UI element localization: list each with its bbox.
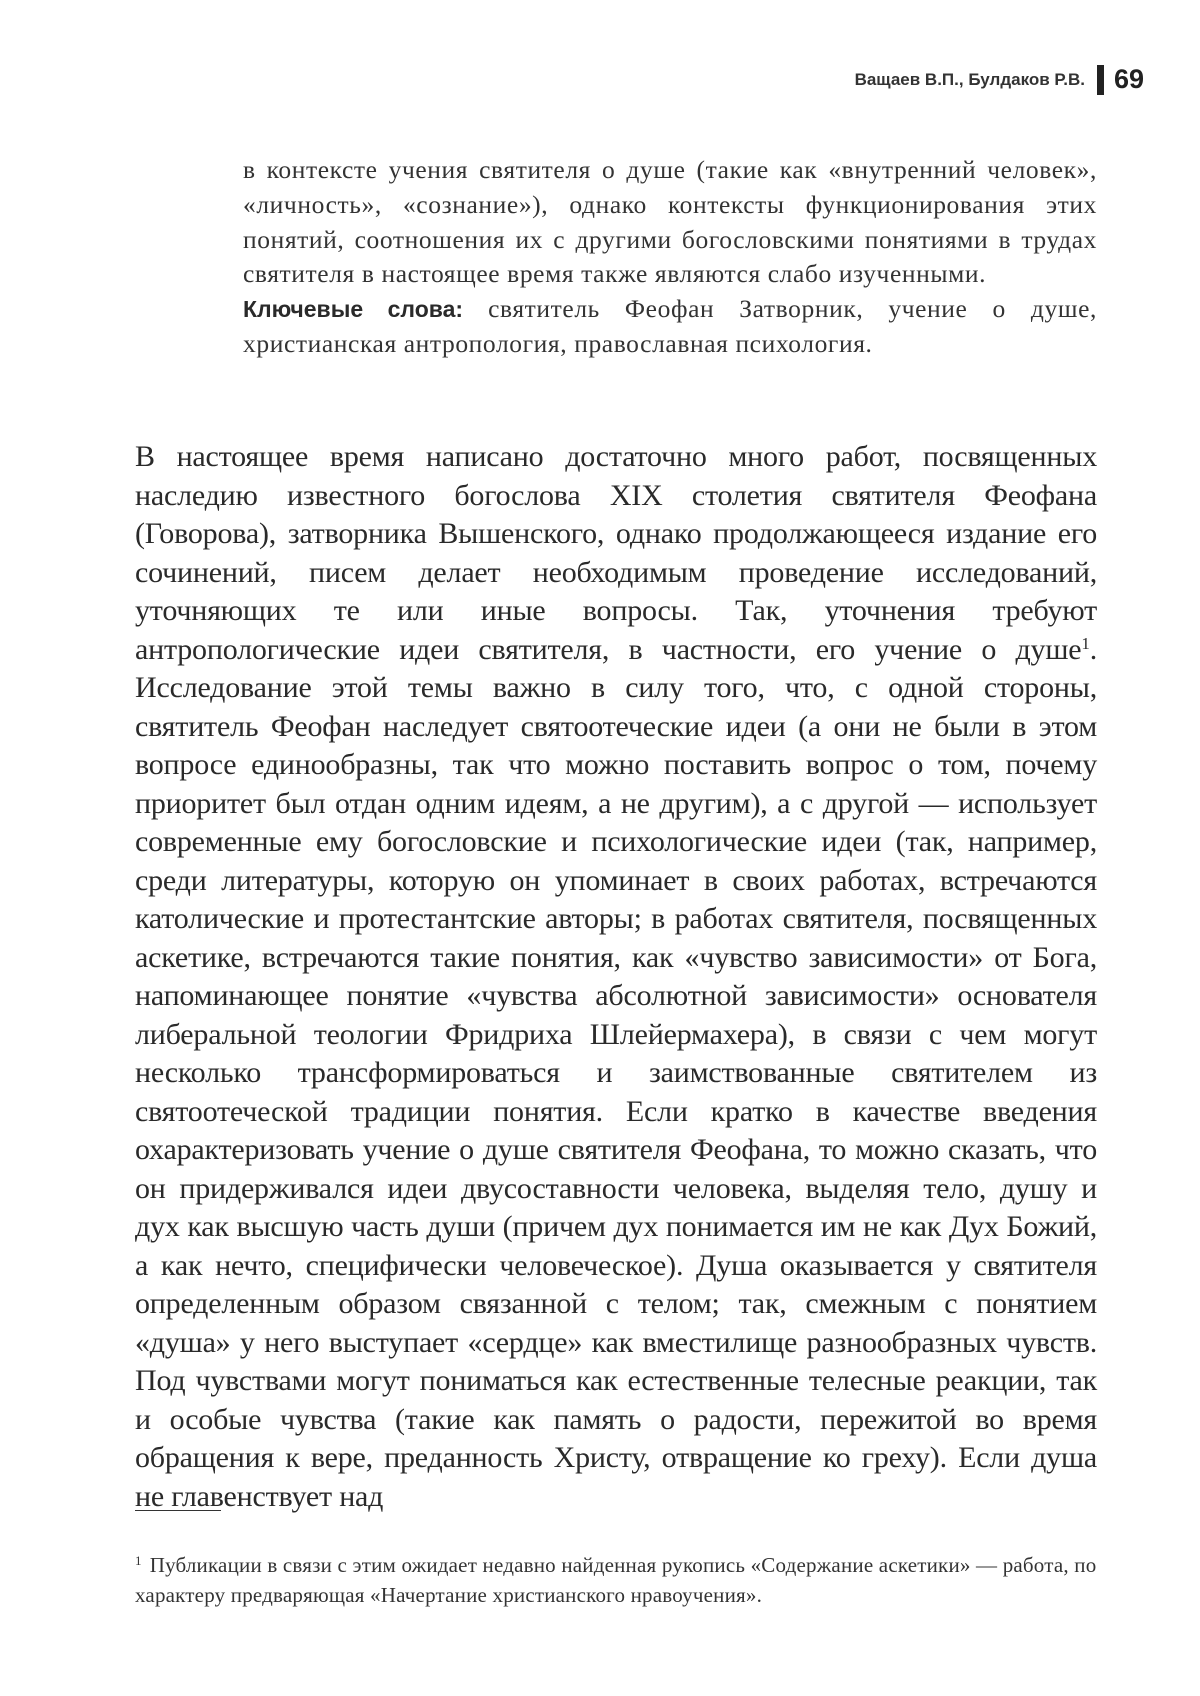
- page-number: 69: [1113, 64, 1144, 94]
- keywords-label: Ключевые слова:: [243, 296, 464, 323]
- body-paragraph: [135, 438, 1097, 1516]
- keywords: [243, 292, 1097, 362]
- footnote: [135, 1550, 1097, 1610]
- abstract-text: в контексте учения святителя о душе (такие как «внутренний человек», «личность», «сознание»), однако контексты функционирования этих понятий, соотношения их с другими богословскими понятиями в трудах святителя в настоящее время также являются слабо изученными.: [243, 155, 1097, 289]
- running-head-divider: [1097, 65, 1104, 95]
- abstract: [243, 153, 1097, 362]
- body-text: [135, 438, 1097, 1516]
- running-head: [855, 64, 1144, 95]
- body-text-part-1: В настоящее время написано достаточно много работ, посвященных наследию известного богослова XIX столетия святителя Феофана (Говорова), затворника Вышенского, однако продолжающееся издание его сочинений, писем делает необходимым проведение исследований, уточняющих те или иные вопросы. Так, уточнения требуют антропологические идеи святителя, в частности, его учение о душе: [135, 440, 1097, 666]
- footnote-separator: [135, 1510, 221, 1511]
- footnote-paragraph: [135, 1550, 1097, 1610]
- footnote-text: Публикации в связи с этим ожидает недавно найденная рукопись «Содержание аскетики» — работа, по характеру предваряющая «Начертание христианского нравоучения».: [135, 1553, 1097, 1607]
- footnote-marker: 1: [135, 1553, 142, 1568]
- keywords-text: святитель Феофан Затворник, учение о душе, христианская антропология, православная психология.: [243, 294, 1097, 358]
- running-head-authors: Ващаев В.П., Булдаков Р.В.: [854, 69, 1085, 89]
- footnote-reference[interactable]: 1: [1081, 633, 1090, 653]
- body-text-part-2: . Исследование этой темы важно в силу того, что, с одной стороны, святитель Феофан наследует святоотеческие идеи (а они не были в этом вопросе единообразны, так что можно поставить вопрос о том, почему приоритет был отдан одним идеям, а не другим), а с другой — использует современные ему богословские и психологические идеи (так, например, среди литературы, которую он упоминает в своих работах, встречаются католические и протестантские авторы; в работах святителя, посвященных аскетике, встречаются такие понятия, как «чувство зависимости» от Бога, напоминающее понятие «чувства абсолютной зависимости» основателя либеральной теологии Фридриха Шлейермахера), в связи с чем могут несколько трансформироваться и заимствованные святителем из святоотеческой традиции понятия. Если кратко в качестве введения охарактеризовать учение о душе святителя Феофана, то можно сказать, что он придерживался идеи двусоставности человека, выделяя тело, душу и дух как высшую часть души (причем дух понимается им не как Дух Божий, а как нечто, специфически человеческое). Душа оказывается у святителя определенным образом связанной с телом; так, смежным с понятием «душа» у него выступает «сердце» как вместилище разнообразных чувств. Под чувствами могут пониматься как естественные телесные реакции, так и особые чувства (такие как память о радости, пережитой во время обращения к вере, преданность Христу, отвращение ко греху). Если душа не главенствует над: [135, 632, 1097, 1513]
